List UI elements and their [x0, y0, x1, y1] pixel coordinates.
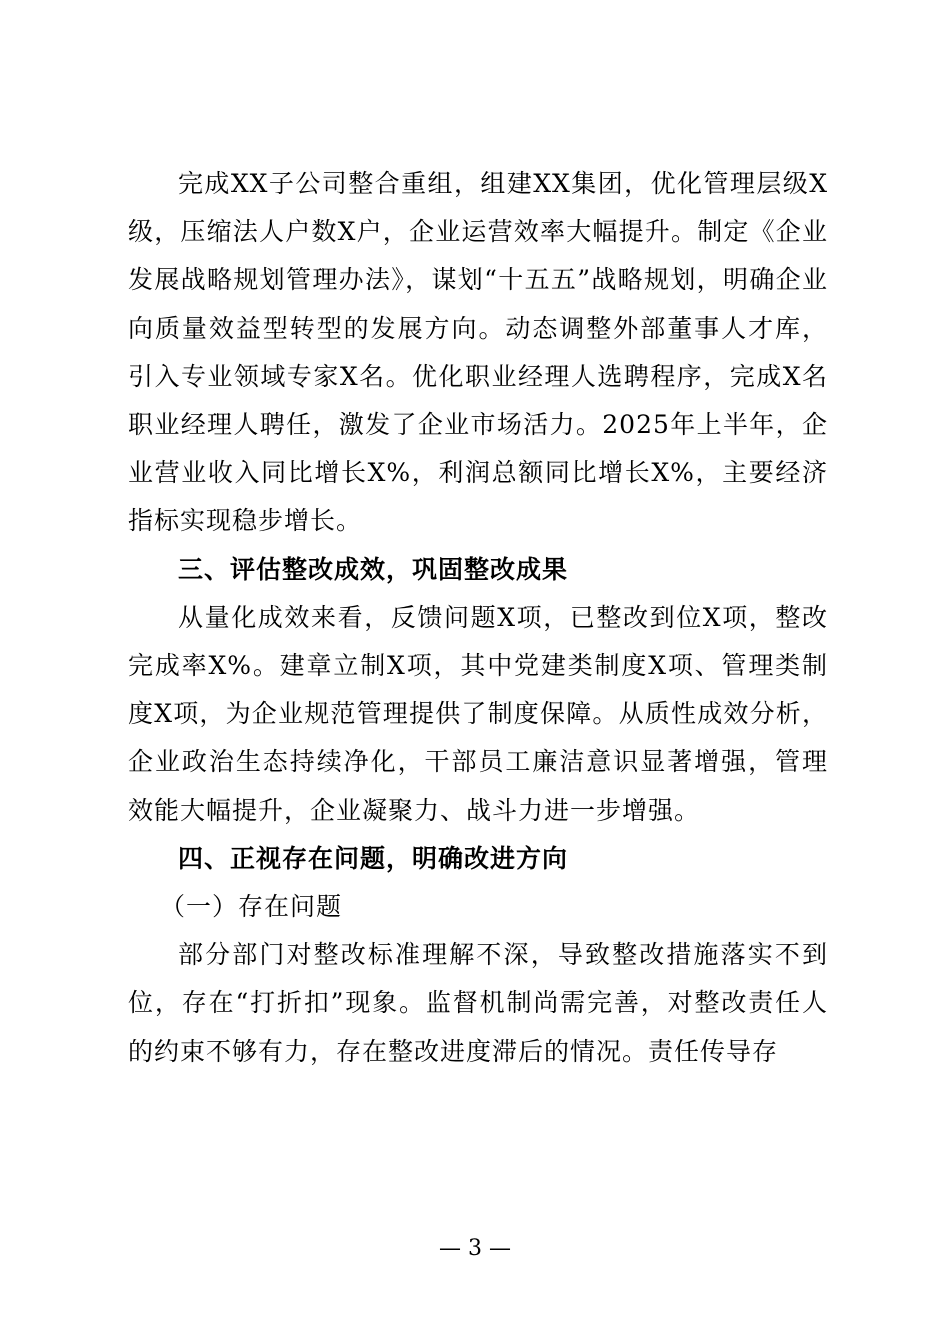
section-heading-four: 四、正视存在问题，明确改进方向 [178, 843, 569, 873]
page-number: — 3 — [439, 1236, 511, 1261]
paragraph-restructuring-results: 完成XX子公司整合重组，组建XX集团，优化管理层级X级，压缩法人户数X户，企业运营效率大幅提升。制定《企业发展战略规划管理办法》，谋划“十五五”战略规划，明确企业向质量效益型转型的发展方向。动态调整外部董事人才库，引入专业领域专家X名。优化职业经理人选聘程序，完成X名职业经理人聘任，激发了企业市场活力。2025年上半年，企业营业收入同比增长X%，利润总额同比增长X%，主要经济指标实现稳步增长。 [128, 169, 828, 536]
subsection-heading-existing-problems: （一）存在问题 [160, 892, 343, 922]
document-body [128, 160, 828, 1076]
paragraph-rectification-effects: 从量化成效来看，反馈问题X项，已整改到位X项，整改完成率X%。建章立制X项，其中党建类制度X项、管理类制度X项，为企业规范管理提供了制度保障。从质性成效分析，企业政治生态持续净化，干部员工廉洁意识显著增强，管理效能大幅提升，企业凝聚力、战斗力进一步增强。 [128, 602, 828, 825]
section-heading-three: 三、评估整改成效，巩固整改成果 [178, 554, 569, 584]
paragraph-existing-problems: 部分部门对整改标准理解不深，导致整改措施落实不到位，存在“打折扣”现象。监督机制尚需完善，对整改责任人的约束不够有力，存在整改进度滞后的情况。责任传导存 [128, 940, 828, 1066]
